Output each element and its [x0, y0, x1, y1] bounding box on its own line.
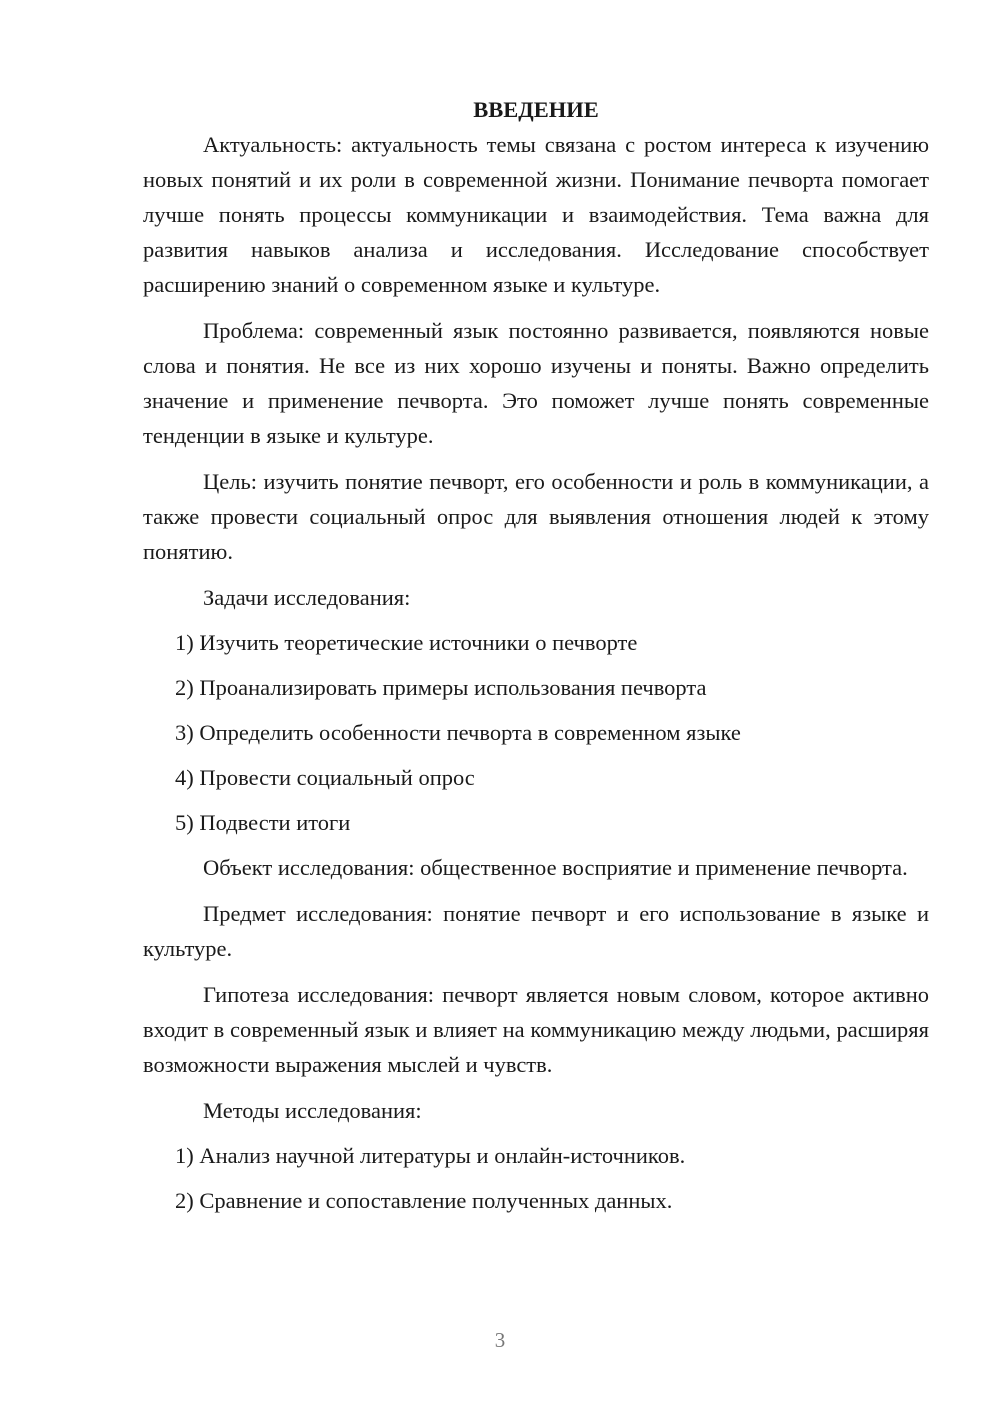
page-number: 3: [494, 1328, 506, 1352]
paragraph-object: Объект исследования: общественное восприятие и применение печворта.: [203, 855, 908, 880]
paragraph-hypothesis: Гипотеза исследования: печворт является новым словом, которое активно входит в современный язык и влияет на коммуникацию между людьми, расширяя возможности выражения мыслей и чувств.: [143, 982, 929, 1077]
method-item-2: 2) Сравнение и сопоставление полученных данных.: [175, 1188, 673, 1213]
task-item-5: 5) Подвести итоги: [175, 810, 351, 835]
task-item-3: 3) Определить особенности печворта в современном языке: [175, 720, 741, 745]
methods-label: Методы исследования:: [203, 1098, 422, 1123]
task-item-4: 4) Провести социальный опрос: [175, 765, 475, 790]
paragraph-problem: Проблема: современный язык постоянно развивается, появляются новые слова и понятия. Не все из них хорошо изучены и поняты. Важно определить значение и применение печворта. Это поможет лучше понять современные тенденции в языке и культуре.: [143, 318, 929, 448]
paragraph-subject: Предмет исследования: понятие печворт и его использование в языке и культуре.: [143, 901, 929, 961]
paragraph-relevance: Актуальность: актуальность темы связана с ростом интереса к изучению новых понятий и их роли в современной жизни. Понимание печворта помогает лучше понять процессы коммуникации и взаимодействия. Тема важна для развития навыков анализа и исследования. Исследование способствует расширению знаний о современном языке и культуре.: [143, 132, 929, 297]
paragraph-goal: Цель: изучить понятие печворт, его особенности и роль в коммуникации, а также провести социальный опрос для выявления отношения людей к этому понятию.: [143, 469, 929, 564]
task-item-1: 1) Изучить теоретические источники о печворте: [175, 630, 638, 655]
section-heading: ВВЕДЕНИЕ: [473, 97, 599, 122]
document-page: [143, 92, 929, 1228]
tasks-label: Задачи исследования:: [203, 585, 411, 610]
task-item-2: 2) Проанализировать примеры использования печворта: [175, 675, 707, 700]
method-item-1: 1) Анализ научной литературы и онлайн-источников.: [175, 1143, 686, 1168]
